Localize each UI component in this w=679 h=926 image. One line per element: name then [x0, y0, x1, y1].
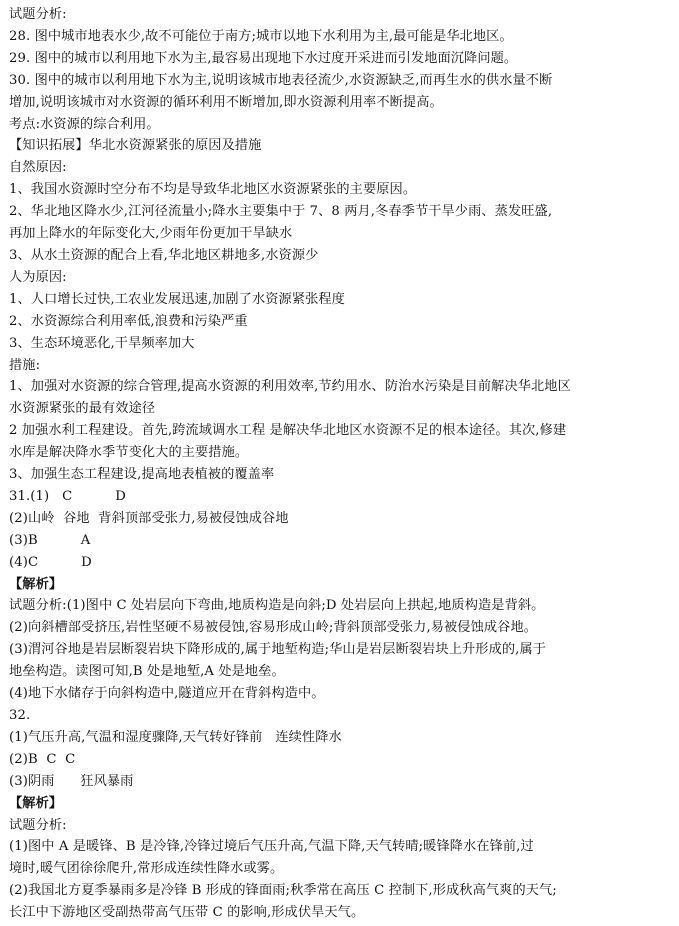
human-cause-2: 2、水资源综合利用率低,浪费和污染严重: [9, 313, 248, 329]
answer-32-part-1: (1)气压升高,气温和湿度骤降,天气转好锋前 连续性降水: [9, 729, 342, 745]
analysis-label-31: 【解析】: [9, 576, 63, 592]
answer-30-line-1: 30. 图中的城市以利用地下水为主,说明该城市地表径流少,水资源缺乏,而再生水的供水量不断: [9, 72, 553, 88]
question-32-number: 32.: [9, 708, 31, 723]
answer-32-part-2: (2)B C C: [9, 751, 76, 767]
answer-31-part-4: (4)C D: [9, 554, 92, 570]
analysis-32-part-2-line-2: 长江中下游地区受副热带高气压带 C 的影响,形成伏旱天气。: [9, 905, 365, 921]
key-point: 考点:水资源的综合利用。: [9, 116, 160, 132]
measure-1-line-2: 水资源紧张的最有效途径: [9, 401, 156, 417]
answer-31-part-2: (2)山岭 谷地 背斜顶部受张力,易被侵蚀成谷地: [9, 510, 289, 526]
measure-2-line-2: 水库是解决降水季节变化大的主要措施。: [9, 445, 249, 461]
natural-cause-2-line-2: 再加上降水的年际变化大,少雨年份更加干旱缺水: [9, 226, 293, 242]
natural-cause-3: 3、从水土资源的配合上看,华北地区耕地多,水资源少: [9, 247, 319, 263]
human-cause-3: 3、生态环境恶化,干旱频率加大: [9, 335, 195, 351]
answer-31-part-1: 31.(1) C D: [9, 488, 126, 504]
knowledge-extension-heading: 【知识拓展】华北水资源紧张的原因及措施: [9, 138, 262, 154]
analysis-31-part-4: (4)地下水储存于向斜构造中,隧道应开在背斜构造中。: [9, 686, 325, 702]
analysis-32-heading: 试题分析:: [9, 817, 67, 833]
natural-cause-2-line-1: 2、华北地区降水少,江河径流量小;降水主要集中于 7、8 两月,冬春季节干旱少雨、蒸发旺盛,: [9, 204, 553, 220]
answer-32-part-3: (3)阴雨 狂风暴雨: [9, 773, 134, 789]
measures-heading: 措施:: [9, 357, 41, 373]
human-causes-heading: 人为原因:: [9, 269, 67, 285]
analysis-31-part-3-line-1: (3)渭河谷地是岩层断裂岩块下降形成的,属于地堑构造;华山是岩层断裂岩块上升形成的,属于: [9, 642, 547, 658]
natural-cause-1: 1、我国水资源时空分布不均是导致华北地区水资源紧张的主要原因。: [9, 182, 417, 198]
analysis-32-part-1-line-1: (1)图中 A 是暖锋、B 是冷锋,冷锋过境后气压升高,气温下降,天气转晴;暖锋降水在锋前,过: [9, 839, 534, 855]
analysis-31-part-3-line-2: 地垒构造。读图可知,B 处是地堑,A 处是地垒。: [9, 664, 285, 680]
natural-causes-heading: 自然原因:: [9, 160, 67, 176]
analysis-32-part-1-line-2: 境时,暖气团徐徐爬升,常形成连续性降水或雾。: [9, 861, 284, 877]
answer-29: 29. 图中的城市以利用地下水为主,最容易出现地下水过度开采进而引发地面沉降问题。: [9, 50, 518, 66]
analysis-31-part-2: (2)向斜槽部受挤压,岩性坚硬不易被侵蚀,容易形成山岭;背斜顶部受张力,易被侵蚀成谷地。: [9, 620, 538, 636]
measure-1-line-1: 1、加强对水资源的综合管理,提高水资源的利用效率,节约用水、防治水污染是目前解决华北地区: [9, 379, 571, 395]
measure-3: 3、加强生态工程建设,提高地表植被的覆盖率: [9, 467, 275, 483]
answer-30-line-2: 增加,说明该城市对水资源的循环利用不断增加,即水资源利用率不断提高。: [9, 94, 443, 110]
analysis-label-32: 【解析】: [9, 795, 63, 811]
answer-31-part-3: (3)B A: [9, 532, 91, 548]
human-cause-1: 1、人口增长过快,工农业发展迅速,加剧了水资源紧张程度: [9, 291, 345, 307]
answer-28: 28. 图中城市地表水少,故不可能位于南方;城市以地下水利用为主,最可能是华北地区。: [9, 28, 513, 44]
analysis-32-part-2-line-1: (2)我国北方夏季暴雨多是冷锋 B 形成的锋面雨;秋季常在高压 C 控制下,形成秋高气爽的天气;: [9, 883, 557, 899]
measure-2-line-1: 2 加强水利工程建设。首先,跨流域调水工程 是解决华北地区水资源不足的根本途径。其次,修建: [9, 423, 567, 439]
analysis-31-part-1: 试题分析:(1)图中 C 处岩层向下弯曲,地质构造是向斜;D 处岩层向上拱起,地质构造是背斜。: [9, 598, 545, 614]
analysis-heading: 试题分析:: [9, 7, 67, 22]
